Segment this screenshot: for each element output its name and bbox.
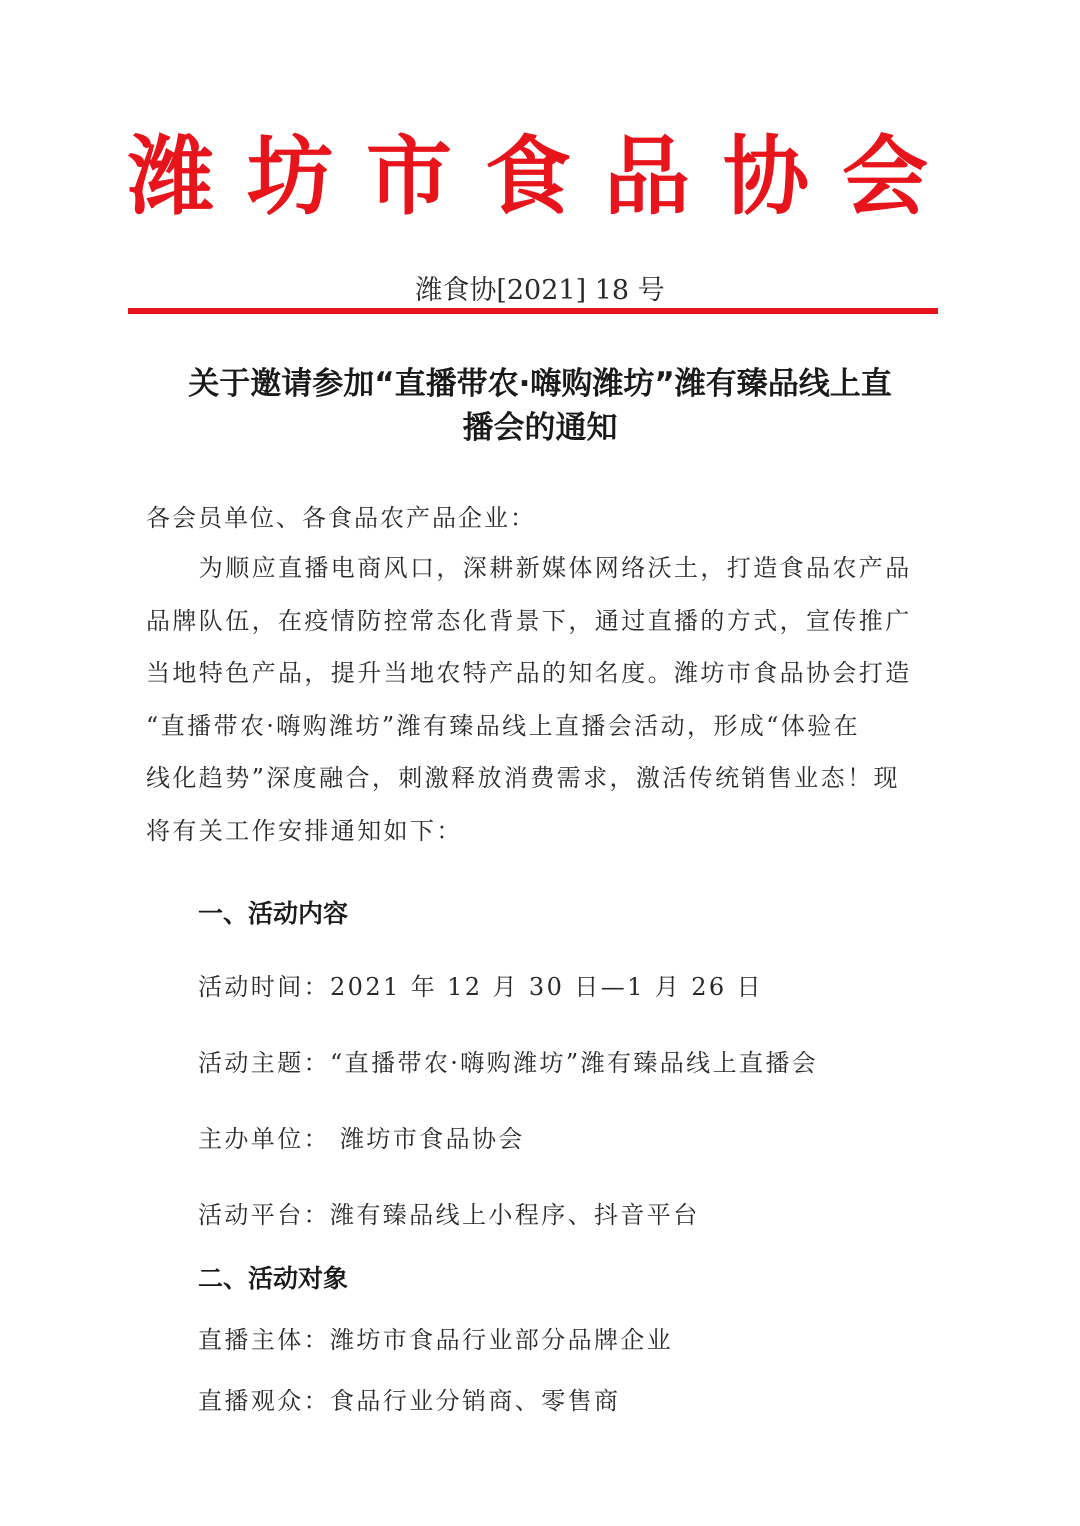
org-title-char: 坊: [247, 127, 333, 227]
body-paragraph-line: 品牌队伍，在疫情防控常态化背景下，通过直播的方式，宣传推广: [146, 607, 912, 635]
body-paragraph-line: 将有关工作安排通知如下：: [146, 817, 463, 845]
section-heading: 二、活动对象: [198, 1264, 349, 1293]
red-divider-rule: [128, 308, 938, 314]
org-title-char: 会: [842, 127, 928, 227]
org-title-char: 食: [485, 127, 571, 227]
notice-title-line: 关于邀请参加“直播带农·嗨购潍坊”潍有臻品线上直: [188, 366, 892, 402]
section-item: 活动主题：“直播带农·嗨购潍坊”潍有臻品线上直播会: [198, 1049, 819, 1077]
section-item: 活动平台：潍有臻品线上小程序、抖音平台: [198, 1201, 700, 1229]
section-item: 活动时间：2021 年 12 月 30 日—1 月 26 日: [198, 973, 763, 1001]
org-title-char: 协: [723, 127, 809, 227]
salutation: 各会员单位、各食品农产品企业：: [146, 504, 536, 532]
body-paragraph-line: “直播带农·嗨购潍坊”潍有臻品线上直播会活动，形成“体验在: [146, 712, 861, 740]
notice-title: [140, 362, 940, 450]
section-item: 主办单位： 潍坊市食品协会: [198, 1125, 525, 1153]
section-item: 直播观众：食品行业分销商、零售商: [198, 1387, 621, 1415]
notice-title-line: 播会的通知: [462, 410, 618, 446]
organization-title: [128, 122, 928, 232]
org-title-char: 潍: [128, 127, 214, 227]
section-item: 直播主体：潍坊市食品行业部分品牌企业: [198, 1326, 674, 1354]
body-paragraph-line: 当地特色产品，提升当地农特产品的知名度。潍坊市食品协会打造: [146, 659, 912, 687]
document-number: 潍食协[2021] 18 号: [415, 275, 665, 306]
org-title-char: 品: [604, 127, 690, 227]
body-paragraph-line: 为顺应直播电商风口，深耕新媒体网络沃土，打造食品农产品: [146, 554, 912, 582]
body-paragraph-line: 线化趋势”深度融合，刺激释放消费需求，激活传统销售业态！现: [146, 764, 900, 792]
section-heading: 一、活动内容: [198, 899, 349, 928]
org-title-char: 市: [366, 127, 452, 227]
